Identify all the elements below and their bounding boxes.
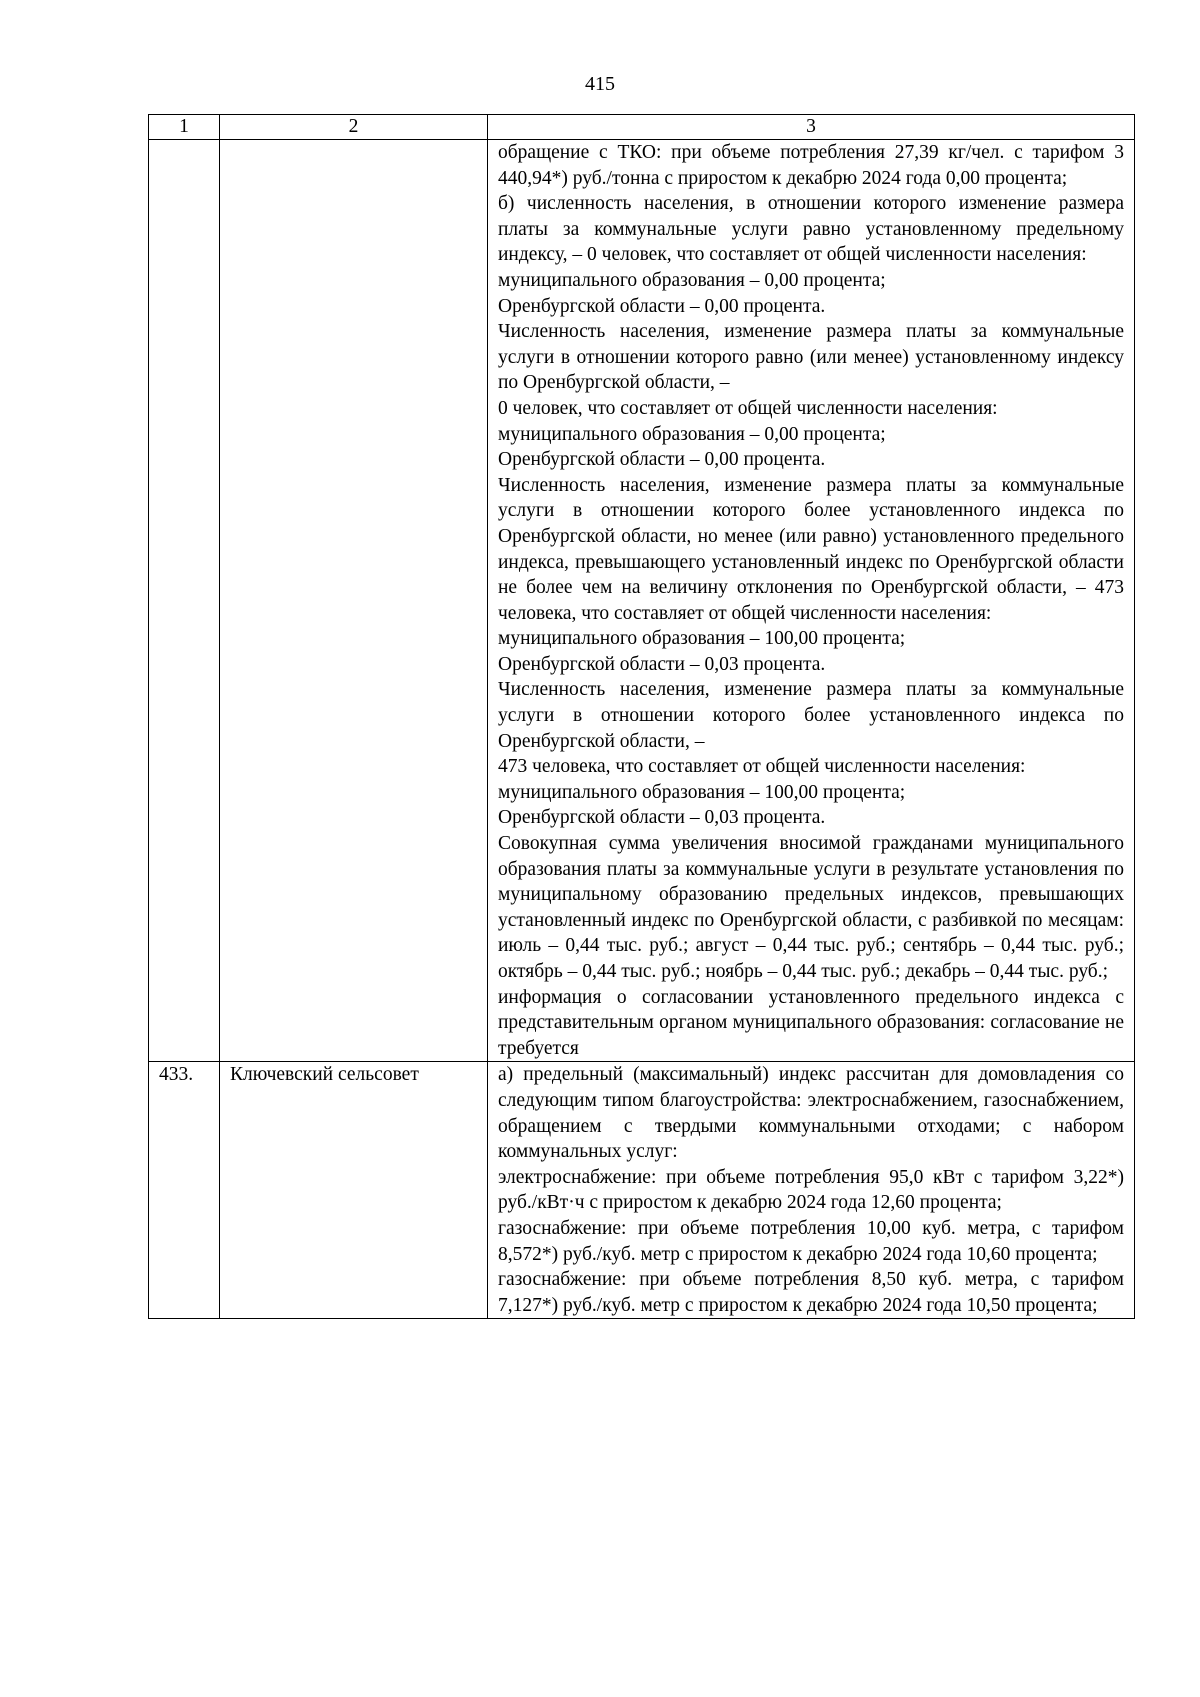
- paragraph: Численность населения, изменение размера платы за коммунальные услуги в отношении которого более установленного индекса по Оренбургской области, но менее (или равно) установленного предельного индекса, превышающего установленный индекс по Оренбургской области не более чем на величину отклонения по Оренбургской области, – 473 человека, что составляет от общей численности населения:: [498, 474, 1124, 624]
- paragraph: муниципального образования – 100,00 процента;: [498, 781, 906, 803]
- paragraph: муниципального образования – 0,00 процента;: [498, 423, 886, 445]
- paragraph: б) численность населения, в отношении которого изменение размера платы за коммунальные услуги равно установленному предельному индексу, – 0 человек, что составляет от общей численности населения:: [498, 193, 1124, 266]
- paragraph: газоснабжение: при объеме потребления 8,50 куб. метра, с тарифом 7,127*) руб./куб. метр с приростом к декабрю 2024 года 10,50 процента;: [498, 1269, 1124, 1316]
- paragraph: информация о согласовании установленного предельного индекса с представительным органом муниципального образования: согласование не требуется: [498, 986, 1124, 1059]
- paragraph: Оренбургской области – 0,00 процента.: [498, 295, 826, 317]
- municipality-cell: Ключевский сельсовет: [220, 1062, 488, 1319]
- table-row: [149, 1062, 1135, 1319]
- index-details-cell: [488, 140, 1135, 1062]
- paragraph: обращение с ТКО: при объеме потребления 27,39 кг/чел. с тарифом 3 440,94*) руб./тонна с приростом к декабрю 2024 года 0,00 процента;: [498, 142, 1124, 189]
- paragraph: 473 человека, что составляет от общей численности населения:: [498, 756, 1026, 778]
- paragraph: 0 человек, что составляет от общей численности населения:: [498, 397, 998, 419]
- paragraph: а) предельный (максимальный) индекс рассчитан для домовладения со следующим типом благоустройства: электроснабжением, газоснабжением, обращением с твердыми коммунальными отходами; с набором коммунальных услуг:: [498, 1064, 1124, 1163]
- paragraph: Оренбургской области – 0,00 процента.: [498, 449, 826, 471]
- document-table: [148, 114, 1135, 1319]
- table-header-row: [149, 115, 1135, 140]
- paragraph: электроснабжение: при объеме потребления 95,0 кВт с тарифом 3,22*) руб./кВт·ч с приростом к декабрю 2024 года 12,60 процента;: [498, 1166, 1124, 1214]
- table-row: [149, 140, 1135, 1062]
- column-header-1: 1: [149, 115, 220, 140]
- index-details-cell: [488, 1062, 1135, 1319]
- paragraph: муниципального образования – 100,00 процента;: [498, 628, 906, 650]
- paragraph: газоснабжение: при объеме потребления 10,00 куб. метра, с тарифом 8,572*) руб./куб. метр с приростом к декабрю 2024 года 10,60 процента;: [498, 1217, 1124, 1265]
- paragraph: муниципального образования – 0,00 процента;: [498, 269, 886, 291]
- paragraph: Численность населения, изменение размера платы за коммунальные услуги в отношении которого равно (или менее) установленному индексу по Оренбургской области, –: [498, 321, 1124, 394]
- paragraph: Численность населения, изменение размера платы за коммунальные услуги в отношении которого более установленного индекса по Оренбургской области, –: [498, 679, 1124, 752]
- paragraph: Совокупная сумма увеличения вносимой гражданами муниципального образования платы за коммунальные услуги в результате установления по муниципальному образованию предельных индексов, превышающих установленный индекс по Оренбургской области, с разбивкой по месяцам: июль – 0,44 тыс. руб.; август – 0,44 тыс. руб.; сентябрь – 0,44 тыс. руб.; октябрь – 0,44 тыс. руб.; ноябрь – 0,44 тыс. руб.; декабрь – 0,44 тыс. руб.;: [498, 833, 1124, 982]
- row-number-cell: [149, 140, 220, 1062]
- row-number-cell: 433.: [149, 1062, 220, 1319]
- municipality-cell: [220, 140, 488, 1062]
- column-header-3: 3: [488, 115, 1135, 140]
- paragraph: Оренбургской области – 0,03 процента.: [498, 807, 826, 829]
- paragraph: Оренбургской области – 0,03 процента.: [498, 653, 826, 675]
- page-number: 415: [585, 73, 615, 95]
- column-header-2: 2: [220, 115, 488, 140]
